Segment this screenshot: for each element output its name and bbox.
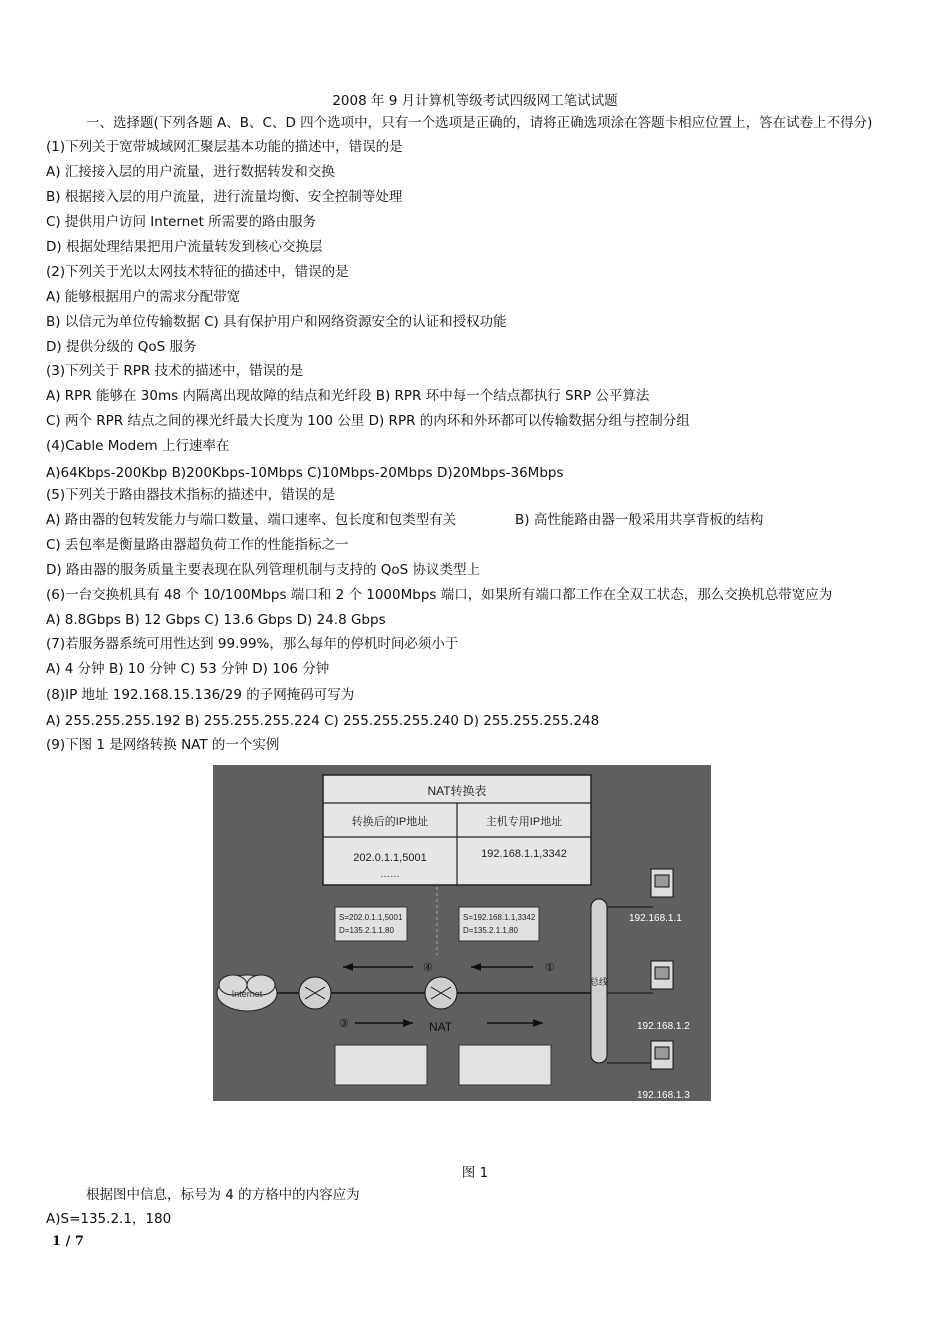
q1-option-b: B) 根据接入层的用户流量，进行流量均衡、安全控制等处理 <box>46 189 403 205</box>
question-9: (9)下图 1 是网络转换 NAT 的一个实例 <box>46 737 280 753</box>
cloud-label: Internet <box>231 989 263 999</box>
answer-box-3 <box>335 1045 427 1085</box>
question-2: (2)下列关于光以太网技术特征的描述中，错误的是 <box>46 264 349 280</box>
nat-table <box>323 775 591 885</box>
nat-col1-header: 转换后的IP地址 <box>351 816 429 828</box>
q2-option-a: A) 能够根据用户的需求分配带宽 <box>46 289 241 305</box>
question-7: (7)若服务器系统可用性达到 99.99%，那么每年的停机时间必须小于 <box>46 636 459 652</box>
question-3: (3)下列关于 RPR 技术的描述中，错误的是 <box>46 363 304 379</box>
question-6: (6)一台交换机具有 48 个 10/100Mbps 端口和 2 个 1000Mbps 端口，如果所有端口都工作在全双工状态，那么交换机总带宽应为 <box>46 587 833 603</box>
question-5: (5)下列关于路由器技术指标的描述中，错误的是 <box>46 487 336 503</box>
host-2-ip: 192.168.1.2 <box>637 1021 690 1032</box>
figure-caption: 图 1 <box>461 1165 489 1181</box>
host-1-icon <box>651 869 673 897</box>
answer-box-2 <box>459 1045 551 1085</box>
nat-table-title: NAT转换表 <box>427 784 487 798</box>
q5-option-d: D) 路由器的服务质量主要表现在队列管理机制与支持的 QoS 协议类型上 <box>46 562 480 578</box>
packet-box-right-d: D=135.2.1.1,80 <box>463 926 518 935</box>
q8-options: A) 255.255.255.192 B) 255.255.255.224 C) 255.255.255.240 D) 255.255.255.248 <box>46 713 600 729</box>
label-4: ④ <box>423 962 433 974</box>
host-3-icon <box>651 1041 673 1069</box>
q7-options: A) 4 分钟 B) 10 分钟 C) 53 分钟 D) 106 分钟 <box>46 661 330 677</box>
page-title: 2008 年 9 月计算机等级考试四级网工笔试试题 <box>332 93 618 109</box>
nat-ellipsis: …… <box>380 869 400 880</box>
q2-option-d: D) 提供分级的 QoS 服务 <box>46 339 197 355</box>
q3-option-ab: A) RPR 能够在 30ms 内隔离出现故障的结点和光纤段 B) RPR 环中每一个结点都执行 SRP 公平算法 <box>46 388 650 404</box>
q6-options: A) 8.8Gbps B) 12 Gbps C) 13.6 Gbps D) 24.8 Gbps <box>46 612 386 628</box>
nat-label: NAT <box>429 1020 453 1034</box>
label-3: ③ <box>339 1018 349 1030</box>
label-1: ① <box>545 962 555 974</box>
section-heading: 一、选择题(下列各题 A、B、C、D 四个选项中，只有一个选项是正确的，请将正确选项涂在答题卡相应位置上，答在试卷上不得分) <box>86 115 873 131</box>
nat-col2-header: 主机专用IP地址 <box>485 816 563 828</box>
q2-option-bc: B) 以信元为单位传输数据 C) 具有保护用户和网络资源安全的认证和授权功能 <box>46 314 507 330</box>
q9-option-a: A)S=135.2.1，180 <box>46 1211 172 1227</box>
packet-box-right-s: S=192.168.1.1,3342 <box>463 913 536 922</box>
host-2-icon <box>651 961 673 989</box>
host-3-ip: 192.168.1.3 <box>637 1090 690 1101</box>
nat-col1-value: 202.0.1.1,5001 <box>353 852 427 864</box>
q5-option-a: A) 路由器的包转发能力与端口数量、端口速率、包长度和包类型有关 <box>46 512 457 528</box>
question-1: (1)下列关于宽带城域网汇聚层基本功能的描述中，错误的是 <box>46 139 403 155</box>
q5-option-c: C) 丢包率是衡量路由器超负荷工作的性能指标之一 <box>46 537 349 553</box>
q3-option-cd: C) 两个 RPR 结点之间的裸光纤最大长度为 100 公里 D) RPR 的内环和外环都可以传输数据分组与控制分组 <box>46 413 690 429</box>
q4-options: A)64Kbps-200Kbp B)200Kbps-10Mbps C)10Mbps-20Mbps D)20Mbps-36Mbps <box>46 465 564 481</box>
nat-col2-value: 192.168.1.1,3342 <box>481 848 567 860</box>
packet-box-left-s: S=202.0.1.1,5001 <box>339 913 403 922</box>
packet-box-left-d: D=135.2.1.1,80 <box>339 926 394 935</box>
q1-option-a: A) 汇接接入层的用户流量，进行数据转发和交换 <box>46 164 335 180</box>
question-9-text: 根据图中信息，标号为 4 的方格中的内容应为 <box>86 1187 360 1203</box>
q1-option-c: C) 提供用户访问 Internet 所需要的路由服务 <box>46 214 317 230</box>
nat-figure <box>213 765 711 1101</box>
q1-option-d: D) 根据处理结果把用户流量转发到核心交换层 <box>46 239 323 255</box>
internet-cloud <box>217 975 277 1011</box>
question-4: (4)Cable Modem 上行速率在 <box>46 438 230 454</box>
bus-label: 总线 <box>589 977 609 987</box>
question-8: (8)IP 地址 192.168.15.136/29 的子网掩码可写为 <box>46 687 355 703</box>
q5-option-b: B) 高性能路由器一般采用共享背板的结构 <box>515 512 764 528</box>
page-number: 1 / 7 <box>52 1234 84 1249</box>
host-1-ip: 192.168.1.1 <box>629 913 682 924</box>
